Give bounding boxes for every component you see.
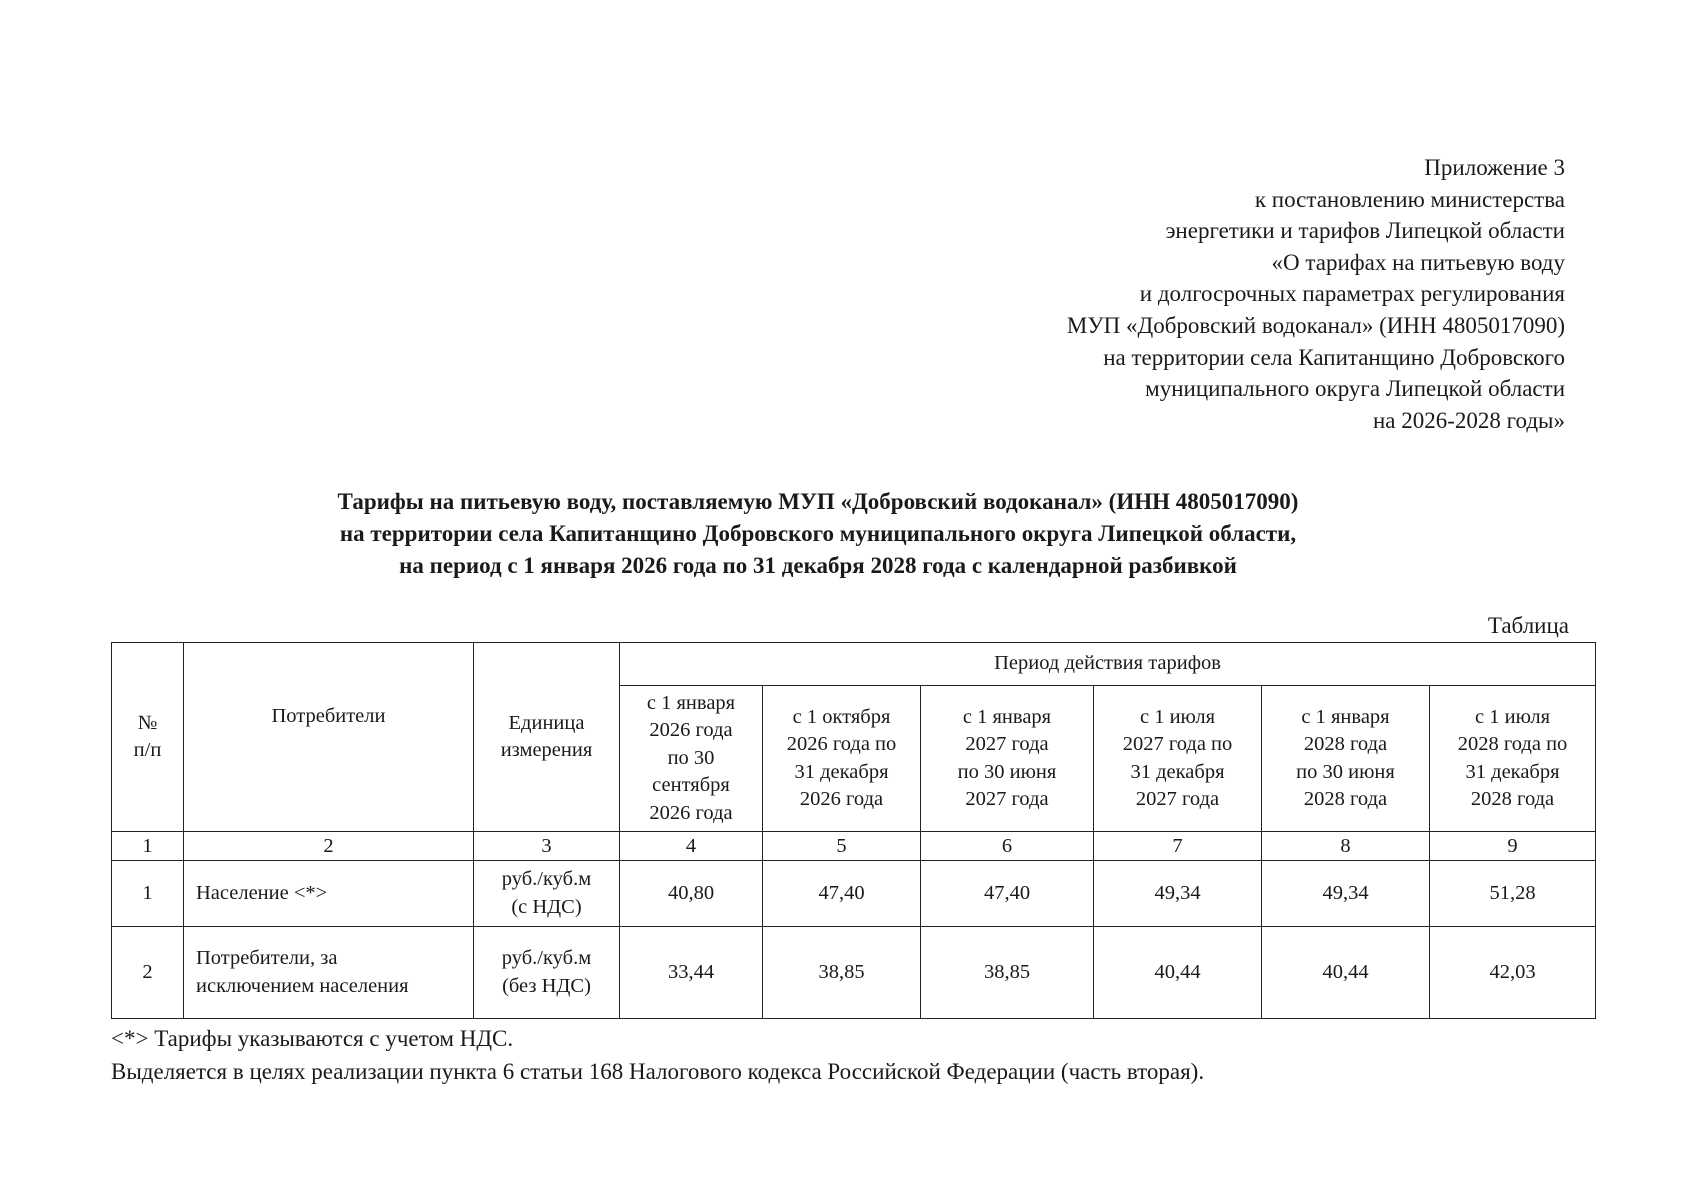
row-consumer (184, 927, 474, 1019)
period-line: 2026 года (799, 788, 884, 810)
tariff-value: 47,40 (763, 861, 921, 927)
period-line: 31 декабря (794, 760, 889, 783)
tariff-value: 38,85 (763, 927, 921, 1019)
tariff-value: 47,40 (921, 861, 1094, 927)
tariff-value: 49,34 (1094, 861, 1262, 927)
consumer-line: исключением населения (196, 974, 409, 997)
header-num-line: п/п (133, 739, 162, 761)
header-row (112, 643, 1596, 686)
tariff-value: 40,44 (1094, 927, 1262, 1019)
period-line: с 1 января (646, 691, 736, 714)
column-number: 8 (1262, 832, 1430, 861)
title-line: Тарифы на питьевую воду, поставляемую МУП «Добровский водоканал» (ИНН 4805017090) (337, 489, 1299, 514)
appendix-header (1067, 152, 1565, 436)
period-line: 2028 года (1303, 733, 1388, 755)
period-line: 2026 года (649, 801, 733, 824)
tariff-value: 38,85 (921, 927, 1094, 1019)
period-line: с 1 июля (1139, 705, 1216, 728)
unit-line: (с НДС) (511, 895, 582, 918)
tariff-value: 51,28 (1430, 861, 1596, 927)
period-line: 2028 года (1470, 788, 1555, 810)
appendix-line: муниципального округа Липецкой области (1145, 376, 1565, 402)
period-line: с 1 июля (1475, 705, 1551, 728)
footnote-line: Выделяется в целях реализации пункта 6 статьи 168 Налогового кодекса Российской Федерации (часть вторая). (111, 1059, 1205, 1084)
header-num (112, 643, 184, 832)
period-line: 2026 года по (786, 733, 897, 755)
column-number: 4 (620, 832, 763, 861)
appendix-line: «О тарифах на питьевую воду (1271, 249, 1565, 275)
table-row (112, 861, 1596, 927)
footnote-line: <*> Тарифы указываются с учетом НДС. (111, 1026, 514, 1051)
period-line: по 30 (667, 746, 715, 769)
tariff-value: 40,44 (1262, 927, 1430, 1019)
row-consumer (184, 861, 474, 927)
consumer-line: Потребители, за (196, 947, 338, 969)
period-line: с 1 января (962, 705, 1052, 728)
tariff-value: 40,80 (620, 861, 763, 927)
row-num: 1 (112, 861, 184, 927)
footnotes (111, 1022, 1204, 1088)
column-number: 7 (1094, 832, 1262, 861)
consumer-line: Население <*> (196, 881, 328, 904)
appendix-line: и долгосрочных параметрах регулирования (1139, 281, 1565, 307)
column-number: 9 (1430, 832, 1596, 861)
appendix-line: энергетики и тарифов Липецкой области (1165, 218, 1565, 244)
title-line: на период с 1 января 2026 года по 31 декабря 2028 года с календарной разбивкой (399, 553, 1237, 578)
header-period: Период действия тарифов (620, 643, 1596, 686)
tariff-value: 33,44 (620, 927, 763, 1019)
appendix-line: на 2026-2028 годы» (1372, 407, 1565, 433)
title-line: на территории села Капитанщино Добровского муниципального округа Липецкой области, (339, 521, 1297, 546)
column-number: 3 (474, 832, 620, 861)
tariff-value: 42,03 (1430, 927, 1596, 1019)
unit-line: руб./куб.м (501, 947, 592, 969)
period-line: 2027 года (965, 733, 1049, 755)
document-title (0, 486, 1696, 582)
period-line: 2028 года по (1457, 733, 1568, 755)
row-unit (474, 861, 620, 927)
column-number: 6 (921, 832, 1094, 861)
period-line: 31 декабря (1465, 760, 1560, 783)
column-number: 5 (763, 832, 921, 861)
header-unit-line: Единица (508, 711, 585, 734)
row-num: 2 (112, 927, 184, 1019)
column-number-row (112, 832, 1596, 861)
header-consumers-label: Потребители (271, 705, 386, 727)
column-number: 2 (184, 832, 474, 861)
period-line: 2027 года (965, 788, 1049, 810)
period-header (1262, 686, 1430, 832)
period-line: 31 декабря (1130, 760, 1225, 783)
header-consumers (184, 643, 474, 832)
period-line: сентября (652, 774, 730, 797)
table-row (112, 927, 1596, 1019)
period-line: по 30 июня (1296, 760, 1395, 783)
period-header (921, 686, 1094, 832)
header-num-line: № (137, 711, 158, 734)
appendix-line: МУП «Добровский водоканал» (ИНН 4805017090) (1066, 312, 1565, 338)
row-unit (474, 927, 620, 1019)
period-line: 2028 года (1303, 788, 1388, 810)
unit-line: руб./куб.м (501, 868, 592, 890)
period-line: с 1 января (1301, 705, 1390, 728)
period-header (763, 686, 921, 832)
table-caption: Таблица (1487, 613, 1569, 638)
period-line: по 30 июня (957, 760, 1057, 783)
header-unit-line: измерения (500, 739, 593, 761)
tariff-table (111, 642, 1596, 1019)
appendix-line: к постановлению министерства (1254, 186, 1565, 212)
period-header (1430, 686, 1596, 832)
column-number: 1 (112, 832, 184, 861)
period-line: 2026 года (649, 719, 733, 742)
header-unit (474, 643, 620, 832)
period-line: 2027 года по (1122, 733, 1233, 755)
appendix-line: на территории села Капитанщино Добровского (1103, 344, 1565, 370)
unit-line: (без НДС) (502, 974, 591, 997)
period-line: с 1 октября (792, 705, 891, 728)
period-header (620, 686, 763, 832)
tariff-value: 49,34 (1262, 861, 1430, 927)
appendix-line: Приложение 3 (1424, 155, 1565, 180)
period-line: 2027 года (1135, 788, 1220, 810)
period-header (1094, 686, 1262, 832)
